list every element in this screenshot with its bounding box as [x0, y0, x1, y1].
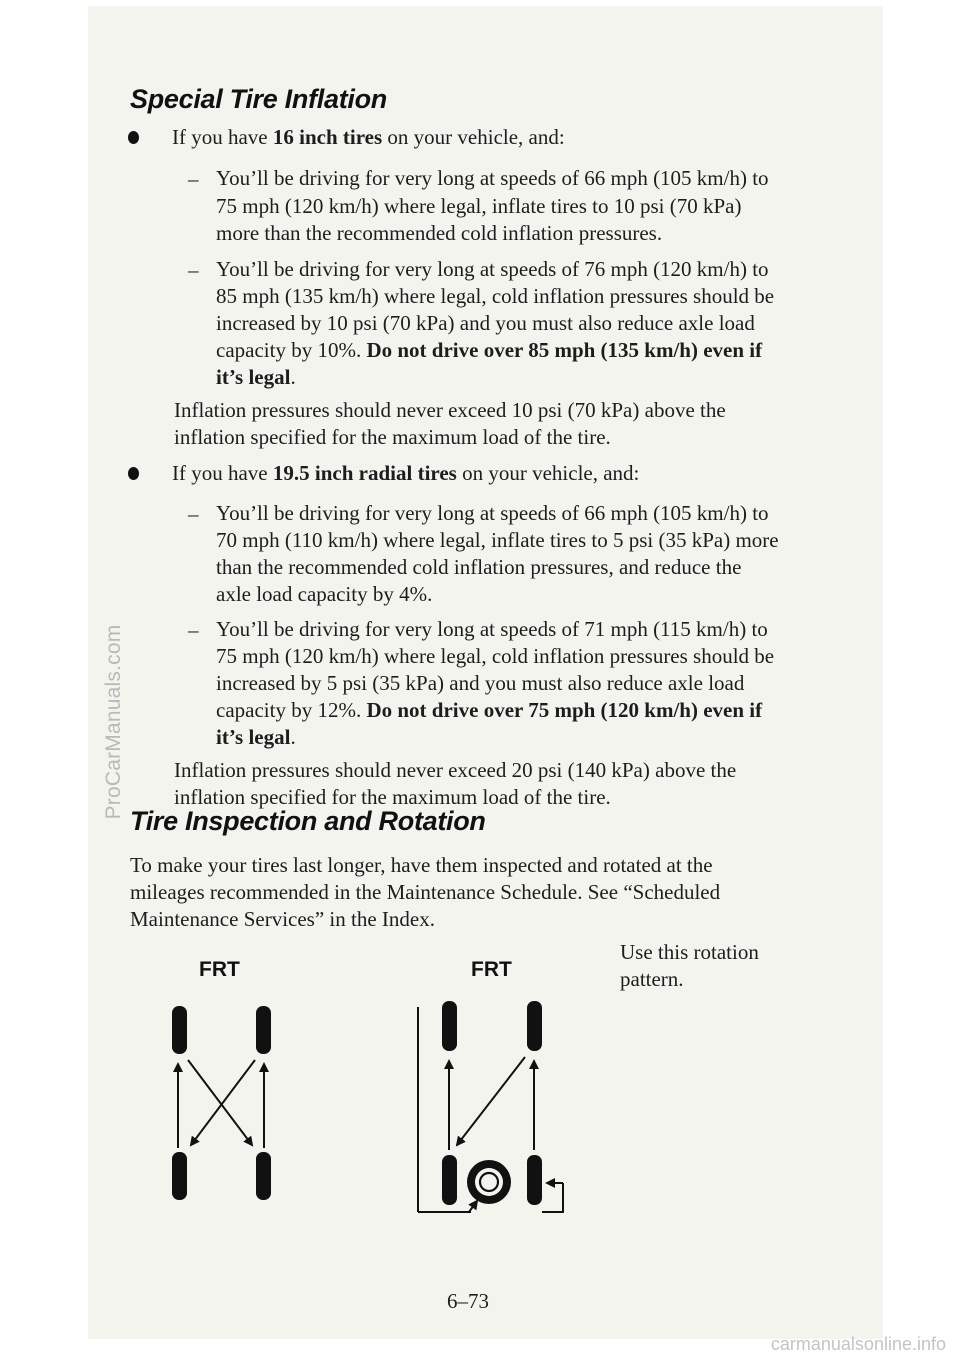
- page-number: 6–73: [447, 1289, 489, 1313]
- rotation-diagram-x-pattern: [160, 1000, 290, 1210]
- bullet-icon: [128, 131, 139, 144]
- frt-label: FRT: [199, 958, 240, 981]
- dash-marker: –: [188, 167, 199, 191]
- tire-front-right: [256, 1006, 271, 1054]
- dash-marker: –: [188, 618, 199, 642]
- tire-front-left: [172, 1006, 187, 1054]
- tire-rear-left: [442, 1155, 457, 1205]
- dash-marker: –: [188, 258, 199, 282]
- tire-front-right: [527, 1001, 542, 1051]
- bullet-19-5-inch: If you have 19.5 inch radial tires on your vehicle, and:: [172, 461, 640, 485]
- arrow-front-left-to-rear-right: [188, 1060, 252, 1145]
- arrow-to-spare: [469, 1201, 477, 1212]
- arrow-front-right-to-rear-left: [191, 1060, 255, 1145]
- bullet-icon: [128, 467, 139, 480]
- side-watermark: ProCarManuals.com: [102, 624, 125, 820]
- tire-rear-right: [256, 1152, 271, 1200]
- rotation-diagram-with-spare: [405, 995, 575, 1225]
- bullet-16-inch: If you have 16 inch tires on your vehicle, and:: [172, 125, 565, 149]
- section-title-special-tire-inflation: Special Tire Inflation: [130, 84, 387, 114]
- tire-rear-right: [527, 1155, 542, 1205]
- arrow-front-right-to-rear-left: [457, 1057, 525, 1145]
- tire-front-left: [442, 1001, 457, 1051]
- bottom-watermark: carmanualsonline.info: [770, 1334, 946, 1354]
- frt-label: FRT: [471, 958, 512, 981]
- dash-marker: –: [188, 502, 199, 526]
- tire-rear-left: [172, 1152, 187, 1200]
- section-title-tire-inspection-rotation: Tire Inspection and Rotation: [130, 806, 486, 836]
